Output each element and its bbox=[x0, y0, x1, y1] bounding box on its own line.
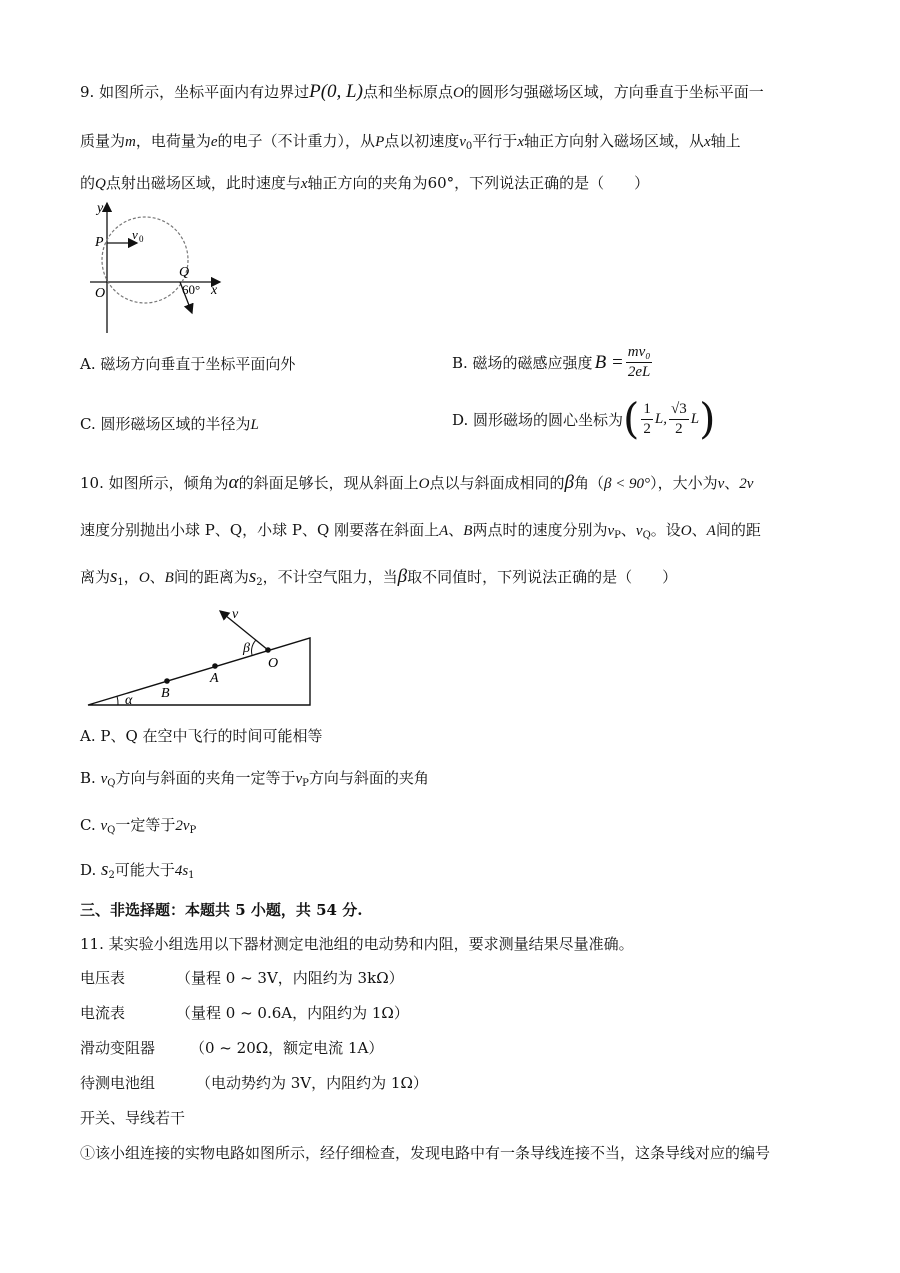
v-label: v bbox=[232, 607, 239, 622]
point-b-dot bbox=[164, 678, 170, 684]
section-3-title: 三、非选择题：本题共 5 小题，共 54 分. bbox=[80, 901, 363, 919]
y-axis-label: y bbox=[97, 201, 104, 216]
alpha-label: α bbox=[125, 693, 133, 708]
q11-item-battery: 待测电池组 （电动势约为 3V，内阻约为 1Ω） bbox=[80, 1074, 428, 1092]
beta-label: β bbox=[243, 641, 250, 656]
v0-subscript: 0 bbox=[139, 234, 144, 244]
q10-option-b: B. $v_Q$方向与斜面的夹角一定等于$v_P$方向与斜面的夹角 bbox=[80, 769, 429, 789]
o-label: O bbox=[268, 656, 279, 671]
v0-label: v bbox=[132, 227, 138, 242]
point-o-dot bbox=[265, 647, 271, 653]
q11-sub-question-1: ①该小组连接的实物电路如图所示，经仔细检查，发现电路中有一条导线连接不当，这条导线对应的编号 bbox=[80, 1144, 771, 1162]
q11-switch-wires: 开关、导线若干 bbox=[80, 1109, 186, 1127]
q10-option-d: D. $s_2$可能大于$4s_1$ bbox=[80, 859, 195, 881]
beta-arc bbox=[252, 640, 256, 655]
point-q-label: Q bbox=[179, 265, 190, 280]
q10-option-c: C. $v_Q$一定等于$2v_P$ bbox=[80, 816, 197, 836]
q9-option-d: D. 圆形磁场的圆心坐标为 ( $\frac{1}{2}$ L, $\frac{√3}{2}$ L ) bbox=[452, 394, 716, 443]
incline-wedge bbox=[88, 638, 310, 705]
q10-line-1: 10. 如图所示，倾角为α的斜面足够长，现从斜面上O点以与斜面成相同的β角（β < 90°），大小为v、2v bbox=[80, 472, 754, 493]
q11-item-ammeter: 电流表 （量程 0 ~ 0.6A，内阻约为 1Ω） bbox=[80, 1004, 409, 1022]
q9-option-a: A. 磁场方向垂直于坐标平面向外 bbox=[80, 355, 296, 373]
q9-line-2: 质量为m，电荷量为e的电子（不计重力），从P点以初速度$v_0$平行于x轴正方向射入磁场区域，从x轴上 bbox=[80, 132, 741, 152]
alpha-arc bbox=[117, 696, 118, 705]
q10-line-2: 速度分别抛出小球 P、Q，小球 P、Q 刚要落在斜面上A、B两点时的速度分别为$v_P$、$v_Q$。设O、A间的距 bbox=[80, 521, 761, 541]
x-axis-label: x bbox=[211, 283, 218, 298]
point-p-coordinate: P(0, L) bbox=[309, 81, 363, 102]
q9-magnetic-field-figure bbox=[85, 198, 235, 338]
b-label: B bbox=[161, 686, 170, 701]
q11-item-rheostat: 滑动变阻器 （0 ~ 20Ω，额定电流 1A） bbox=[80, 1039, 384, 1057]
q9-option-c: C. 圆形磁场区域的半径为L bbox=[80, 415, 259, 433]
point-p-label: P bbox=[95, 235, 104, 250]
field-circle bbox=[102, 217, 188, 303]
q9-option-b: B. 磁场的磁感应强度 B = $\frac{\text{mv₀}}{2eL}$ bbox=[452, 344, 651, 380]
origin-label: O bbox=[95, 286, 106, 301]
q10-line-3: 离为$s_1$，O、B间的距离为$s_2$，不计空气阻力，当β取不同值时，下列说法正确的是（ ） bbox=[80, 566, 678, 588]
angle-label: 60° bbox=[182, 282, 201, 297]
q10-option-a: A. P、Q 在空中飞行的时间可能相等 bbox=[80, 727, 323, 745]
a-label: A bbox=[210, 671, 219, 686]
q11-intro: 11. 某实验小组选用以下器材测定电池组的电动势和内阻，要求测量结果尽量准确。 bbox=[80, 935, 634, 953]
q9-option-b-fraction: $\frac{\text{mv₀}}{2eL}$ bbox=[627, 344, 651, 380]
q9-line-3: 的Q点射出磁场区域，此时速度与x轴正方向的夹角为60°，下列说法正确的是（ ） bbox=[80, 174, 650, 192]
q9-line-1: 9. 如图所示，坐标平面内有边界过P(0, L)点和坐标原点O的圆形匀强磁场区域，方向垂直于坐标平面一 bbox=[80, 81, 764, 102]
q10-incline-figure bbox=[80, 600, 320, 710]
q11-item-voltmeter: 电压表 （量程 0 ~ 3V，内阻约为 3kΩ） bbox=[80, 969, 404, 987]
point-a-dot bbox=[212, 663, 218, 669]
